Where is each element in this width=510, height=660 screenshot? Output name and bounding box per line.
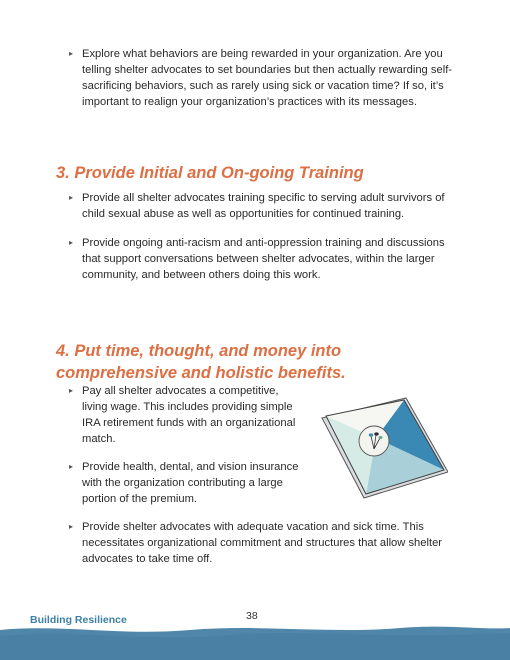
section-3-heading: 3. Provide Initial and On-going Training — [56, 164, 364, 182]
bullet-marker-icon: ▸ — [69, 522, 74, 531]
section-4-bullet-text: Pay all shelter advocates a competitive, living wage. This includes providing simple IRA retirement funds with an organizational match. — [82, 385, 296, 445]
bullet-marker-icon: ▸ — [69, 238, 74, 247]
page-number: 38 — [246, 610, 258, 622]
section-4-bullet — [69, 519, 452, 567]
bullet-marker-icon: ▸ — [69, 386, 74, 395]
section-3-bullet-text: Provide ongoing anti-racism and anti-oppression training and discussions that support conversations between shelter advocates, within the larger community, and between others doing this work. — [82, 237, 445, 281]
section-4-bullet-text: Provide shelter advocates with adequate vacation and sick time. This necessitates organizational commitment and structures that allow shelter advocates to take time off. — [82, 521, 443, 565]
footer-title: Building Resilience — [30, 614, 127, 626]
bullet-marker-icon: ▸ — [69, 193, 74, 202]
bullet-marker-icon: ▸ — [69, 462, 74, 471]
intro-bullet-text: Explore what behaviors are being rewarded in your organization. Are you telling shelter advocates to set boundaries but then actually rewarding self-sacrificing behaviors, such as rarely using sick or vacation time? If so, it’s important to realign your organization’s practices with its messages. — [82, 48, 453, 108]
section-4-bullet-text: Provide health, dental, and vision insurance with the organization contributing a large portion of the premium. — [82, 461, 299, 505]
section-4-heading: 4. Put time, thought, and money into comprehensive and holistic benefits. — [56, 342, 346, 382]
section-3-bullet-text: Provide all shelter advocates training specific to serving adult survivors of child sexual abuse as well as opportunities for continued training. — [82, 192, 445, 220]
section-3-bullet — [69, 190, 454, 222]
benefits-brochure-illustration — [318, 392, 448, 502]
section-4-bullet — [69, 383, 297, 447]
section-3-bullet — [69, 235, 454, 283]
intro-bullet — [69, 46, 454, 110]
bullet-marker-icon: ▸ — [69, 49, 74, 58]
section-4-bullet — [69, 459, 304, 507]
